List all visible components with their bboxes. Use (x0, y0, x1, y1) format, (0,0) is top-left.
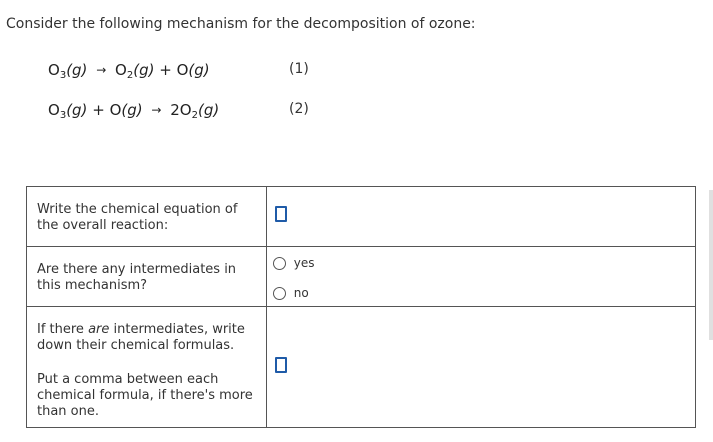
overall-question-label: Write the chemical equation of the overall reaction: (37, 202, 238, 233)
formulas-question-label: If there are intermediates, write down their chemical formulas. (37, 322, 245, 353)
scrollbar-edge[interactable] (709, 190, 713, 340)
reaction-arrow-icon: → (96, 63, 107, 77)
question-table (26, 186, 696, 428)
intro-text: Consider the following mechanism for the decomposition of ozone: (6, 16, 476, 32)
no-radio[interactable] (273, 287, 286, 300)
formulas-question-cell (27, 307, 267, 428)
equation-2 (48, 101, 219, 119)
option-no[interactable] (267, 270, 695, 300)
intermediates-question-cell (27, 247, 267, 307)
overall-equation-input[interactable] (275, 206, 287, 222)
plus-sign: + (92, 101, 105, 119)
option-yes[interactable] (267, 247, 695, 270)
eq1-product-1: $O_2(g)$ (115, 61, 155, 81)
equation-2-number: (2) (289, 101, 309, 117)
intermediates-question-label: Are there any intermediates in this mechanism? (37, 262, 237, 293)
plus-sign: + (159, 61, 172, 79)
equation-1-number: (1) (289, 61, 309, 77)
formulas-answer-cell (266, 307, 695, 428)
intermediates-answer-cell (266, 247, 695, 307)
eq2-reactant-2: O(g) (109, 101, 143, 119)
equation-1 (48, 61, 210, 79)
yes-radio[interactable] (273, 257, 286, 270)
overall-question-cell (27, 187, 267, 247)
eq2-product-1: $2O_2(g)$ (170, 101, 220, 121)
reaction-arrow-icon: → (151, 103, 162, 117)
eq1-product-2: O(g) (176, 61, 210, 79)
eq2-reactant-1: $O_3(g)$ (48, 101, 88, 121)
no-label: no (293, 286, 309, 300)
overall-answer-cell (266, 187, 695, 247)
yes-label: yes (293, 256, 315, 270)
intermediates-formula-input[interactable] (275, 357, 287, 373)
eq1-reactant-1: $O_3(g)$ (48, 61, 88, 81)
formulas-note: Put a comma between each chemical formula, if there's more than one. (37, 372, 253, 419)
